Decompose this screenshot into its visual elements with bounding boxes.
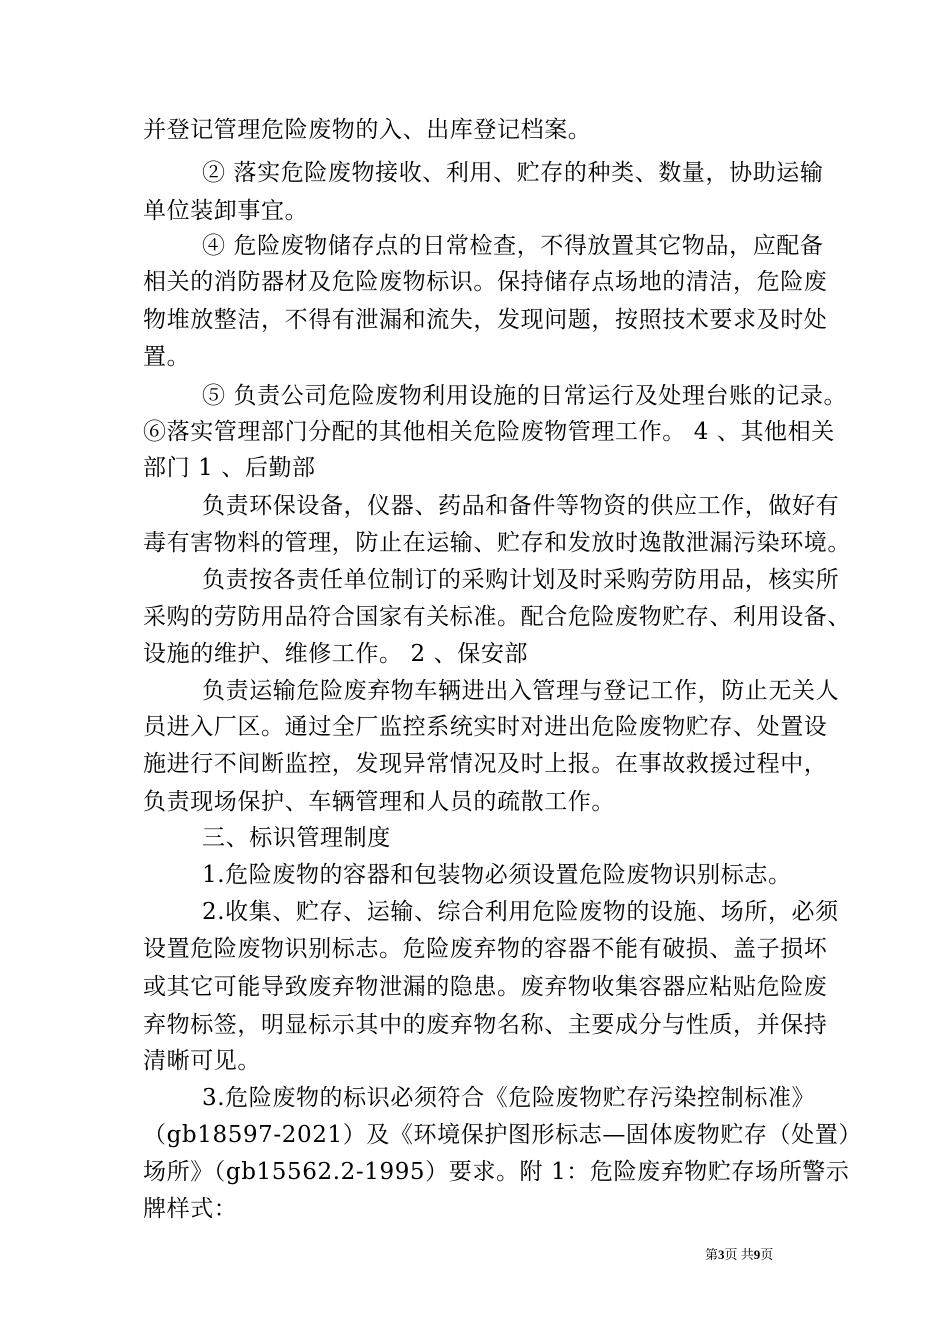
text-line-5: 相关的消防器材及危险废物标识。保持储存点场地的清洁，危险废 [143,269,828,295]
text-line-14: 采购的劳防用品符合国家有关标准。配合危险废物贮存、利用设备、 [143,604,851,630]
text-line-13: 负责按各责任单位制订的采购计划及时采购劳防用品，核实所 [202,567,840,593]
text-line-26: 清晰可见。 [143,1048,261,1074]
text-line-11: 负责环保设备，仪器、药品和备件等物资的供应工作，做好有 [202,493,840,519]
text-line-19: 负责现场保护、车辆管理和人员的疏散工作。 [143,789,615,815]
text-line-24: 或其它可能导致废弃物泄漏的隐患。废弃物收集容器应粘贴危险废 [143,974,828,1000]
text-line-22: 2.收集、贮存、运输、综合利用危险废物的设施、场所，必须 [202,899,839,925]
text-line-12: 毒有害物料的管理，防止在运输、贮存和发放时逸散泄漏污染环境。 [143,530,851,556]
text-line-21: 1.危险废物的容器和包装物必须设置危险废物识别标志。 [202,862,792,888]
text-line-4: ④ 危险废物储存点的日常检查，不得放置其它物品，应配备 [202,233,824,259]
text-line-9: ⑥落实管理部门分配的其他相关危险废物管理工作。 4 、其他相关 [143,419,835,445]
text-line-17: 员进入厂区。通过全厂监控系统实时对进出危险废物贮存、处置设 [143,714,828,740]
text-line-10: 部门 1 、后勤部 [143,455,316,481]
text-line-23: 设置危险废物识别标志。危险废弃物的容器不能有破损、盖子损坏 [143,936,828,962]
text-line-6: 物堆放整洁，不得有泄漏和流失，发现问题，按照技术要求及时处 [143,307,828,333]
text-line-18: 施进行不间断监控，发现异常情况及时上报。在事故救援过程中， [143,751,828,777]
text-line-3: 单位装卸事宜。 [143,198,309,224]
text-line-15: 设施的维护、维修工作。 2 、保安部 [143,641,529,667]
total-page-number: 9 [753,1247,761,1262]
text-line-2: ② 落实危险废物接收、利用、贮存的种类、数量，协助运输 [202,160,824,186]
footer-prefix: 第 [705,1247,719,1262]
text-line-30: 牌样式： [143,1196,238,1222]
text-line-7: 置。 [143,344,191,370]
footer-suffix: 页 [760,1247,774,1262]
current-page-number: 3 [718,1247,725,1262]
text-line-28: （gb18597-2021）及《环境保护图形标志—固体废物贮存（处置） [143,1122,862,1148]
section-heading: 三、标识管理制度 [202,825,391,851]
text-line-16: 负责运输危险废弃物车辆进出入管理与登记工作，防止无关人 [202,678,840,704]
page-footer [705,1246,773,1264]
text-line-1: 并登记管理危险废物的入、出库登记档案。 [143,117,592,143]
text-line-25: 弃物标签，明显标示其中的废弃物名称、主要成分与性质，并保持 [143,1012,828,1038]
footer-middle: 页 共 [724,1247,754,1262]
text-line-27: 3.危险废物的标识必须符合《危险废物贮存污染控制标准》 [202,1085,816,1111]
text-line-29: 场所》（gb15562.2-1995）要求。附 1：危险废弃物贮存场所警示 [143,1159,850,1185]
text-line-8: ⑤ 负责公司危险废物利用设施的日常运行及处理台账的记录。 [202,383,848,409]
